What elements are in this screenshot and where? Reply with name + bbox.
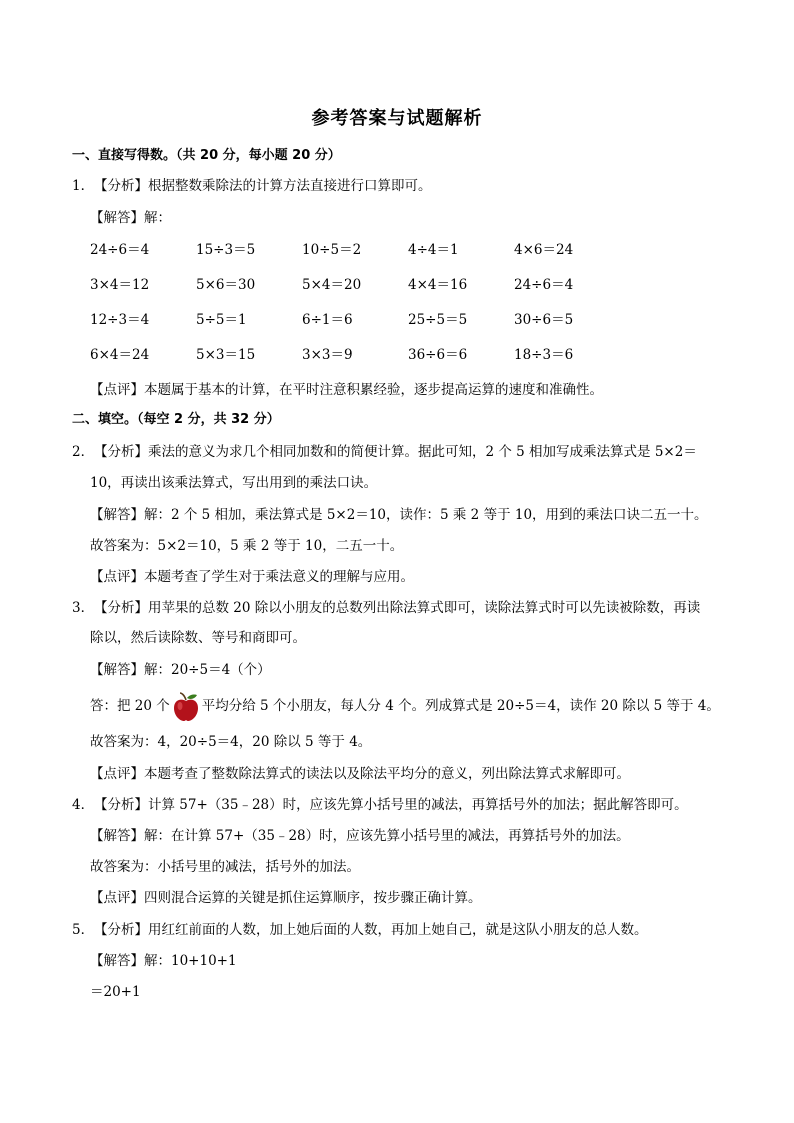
calc-cell: 6÷1＝6 [302,312,353,328]
q3-reply-line [90,690,720,722]
q5-answer-line [90,951,237,971]
calc-cell: 15÷3＝5 [196,242,256,258]
apple-icon [172,692,200,722]
analysis-tag: 【分析】 [94,600,148,616]
q2-comment-line [90,567,414,587]
calc-cell: 5×6＝30 [196,277,256,293]
calc-cell: 3×3＝9 [302,347,353,363]
comment-tag: 【点评】 [90,890,144,906]
comment-tag: 【点评】 [90,382,144,398]
analysis-tag: 【分析】 [94,922,148,938]
calc-cell: 10÷5＝2 [302,242,362,258]
calc-cell: 18÷3＝6 [514,347,574,363]
answer-tag: 【解答】 [90,210,144,226]
calc-cell: 3×4＝12 [90,277,150,293]
q1-comment-line [90,380,603,400]
q5-step-line: ＝20+1 [90,984,141,1000]
analysis-text: 用苹果的总数 20 除以小朋友的总数列出除法算式即可，读除法算式时可以先读被除数，再读 [148,600,701,616]
q3-answer-line [90,660,271,680]
answer-tag: 【解答】 [90,953,144,969]
calc-cell: 5×4＝20 [302,277,362,293]
analysis-tag: 【分析】 [94,797,148,813]
answer-tag: 【解答】 [90,507,144,523]
comment-text: 本题考查了整数除法算式的读法以及除法平均分的意义，列出除法算式求解即可。 [144,766,630,782]
comment-text: 本题考查了学生对于乘法意义的理解与应用。 [144,569,414,585]
comment-text: 本题属于基本的计算，在平时注意积累经验，逐步提高运算的速度和准确性。 [144,382,603,398]
q1-analysis-line [72,176,432,196]
calc-cell: 6×4＝24 [90,347,150,363]
question-number: 1． [72,178,95,194]
q4-answer-line [90,826,630,846]
answer-text: 解：10+10+1 [144,953,237,969]
calc-cell: 4÷4＝1 [408,242,459,258]
q3-analysis-line-1 [72,598,700,618]
analysis-text: 根据整数乘除法的计算方法直接进行口算即可。 [148,178,432,194]
question-number: 5． [72,922,95,938]
q2-answer-line [90,505,708,525]
calc-cell: 25÷5＝5 [408,312,468,328]
calc-row-2 [90,275,620,295]
calc-cell: 24÷6＝4 [514,277,574,293]
answer-text: 解：2 个 5 相加，乘法算式是 5×2＝10，读作：5 乘 2 等于 10，用到的乘法口诀二五一十。 [144,507,708,523]
q4-comment-line [90,888,482,908]
section-heading-2: 二、填空。（每空 2 分，共 32 分） [72,412,280,427]
analysis-tag: 【分析】 [94,178,148,194]
page-title: 参考答案与试题解析 [311,108,483,129]
q2-final-answer: 故答案为：5×2＝10，5 乘 2 等于 10，二五一十。 [90,538,404,554]
q4-analysis-line [72,795,688,815]
q1-answer-line [90,208,171,228]
calc-cell: 36÷6＝6 [408,347,468,363]
calc-cell: 4×4＝16 [408,277,468,293]
reply-text-b: 平均分给 5 个小朋友，每人分 4 个。列成算式是 20÷5＝4，读作 20 除以 5 等于 4。 [201,698,720,714]
answer-text: 解：20÷5＝4（个） [144,662,271,678]
calc-cell: 5×3＝15 [196,347,256,363]
q4-final-answer: 故答案为：小括号里的减法，括号外的加法。 [90,859,360,875]
analysis-tag: 【分析】 [94,444,148,460]
analysis-text: 用红红前面的人数，加上她后面的人数，再加上她自己，就是这队小朋友的总人数。 [148,922,648,938]
calc-cell: 12÷3＝4 [90,312,150,328]
q3-final-answer: 故答案为：4，20÷5＝4，20 除以 5 等于 4。 [90,734,372,750]
question-number: 4． [72,797,95,813]
calc-row-1 [90,240,620,260]
analysis-text: 乘法的意义为求几个相同加数和的简便计算。据此可知，2 个 5 相加写成乘法算式是 5×2＝ [148,444,697,460]
question-number: 2． [72,444,95,460]
reply-text-a: 答：把 20 个 [90,698,170,714]
calc-cell: 24÷6＝4 [90,242,150,258]
comment-tag: 【点评】 [90,766,144,782]
q3-analysis-line-2: 除以，然后读除数、等号和商即可。 [90,630,306,646]
question-number: 3． [72,600,95,616]
calc-row-4 [90,345,620,365]
comment-text: 四则混合运算的关键是抓住运算顺序，按步骤正确计算。 [144,890,482,906]
comment-tag: 【点评】 [90,569,144,585]
q2-analysis-line-1 [72,442,697,462]
answer-tag: 【解答】 [90,662,144,678]
q3-comment-line [90,764,630,784]
calc-cell: 30÷6＝5 [514,312,574,328]
answer-tag: 【解答】 [90,828,144,844]
q5-analysis-line [72,920,648,940]
answer-text: 解： [144,210,171,226]
answer-text: 解：在计算 57+（35﹣28）时，应该先算小括号里的减法，再算括号外的加法。 [144,828,630,844]
calc-cell: 4×6＝24 [514,242,574,258]
section-heading-1: 一、直接写得数。（共 20 分，每小题 20 分） [72,148,341,163]
q2-analysis-line-2: 10，再读出该乘法算式，写出用到的乘法口诀。 [90,475,378,491]
analysis-text: 计算 57+（35﹣28）时，应该先算小括号里的减法，再算括号外的加法；据此解答即可。 [148,797,688,813]
calc-row-3 [90,310,620,330]
calc-cell: 5÷5＝1 [196,312,247,328]
